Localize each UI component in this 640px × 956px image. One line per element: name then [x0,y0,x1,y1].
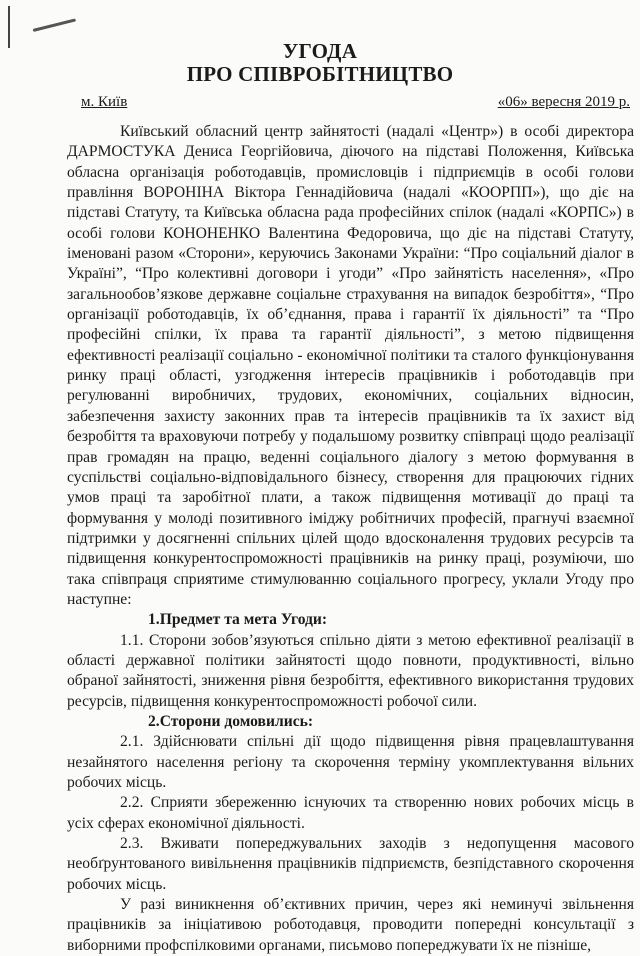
document-place: м. Київ [81,94,128,110]
clause-2-3-continuation: У разі виникнення об’єктивних причин, через які неминучі звільнення працівників за ініціативою роботодавця, проводити попередні консультації з виборними профспілковими органами, письмово попереджувати їх не пізніше, [67,896,634,954]
clause-2-3: 2.3. Вживати попереджувальних заходів з недопущення масового необґрунтованого вивільнення працівників підприємств, безпідставного скорочення робочих місць. [67,835,634,893]
section-2-heading: 2.Сторони домовились: [148,712,314,730]
document-date: «06» вересня 2019 р. [497,94,630,110]
clause-2-1: 2.1. Здійснювати спільні дії щодо підвищення рівня працевлаштування незайнятого населення регіону та скорочення терміну укомплектування вільних робочих місць. [67,733,634,791]
document-body [67,122,634,956]
document-title: УГОДА [282,39,358,63]
document-subtitle: ПРО СПІВРОБІТНИЦТВО [186,62,454,86]
margin-pen-mark-dash [33,18,76,32]
clause-1-1: 1.1. Сторони зобов’язуються спільно діяти з метою ефективної реалізації в області державної політики зайнятості щодо повноти, продуктивності, вільно обраної зайнятості, зниження рівня безробіття, ефективного використання трудових ресурсів, підвищення конкурентоспроможності робочої сили. [67,631,634,710]
clause-2-2: 2.2. Сприяти збереженню існуючих та створенню нових робочих місць в усіх сферах економічної діяльності. [67,794,634,832]
preamble-paragraph: Київський обласний центр зайнятості (надалі «Центр») в особі директора ДАРМОСТУКА Дениса Георгійовича, діючого на підставі Положення, Київська обласна організація роботодавців, промисловців і підприємців в особі голови правління ВОРОНІНА Віктора Геннадійовича (надалі «КООРПП»), що діє на підставі Статуту, та Київська обласна рада професійних спілок (надалі «КОРПС») в особі голови КОНОНЕНКО Валентина Федоровича, що діє на підставі Статуту, іменовані разом «Сторони», керуючись Законами України: “Про соціальний діалог в Україні”, “Про колективні договори і угоди” «Про зайнятість населення», «Про загальнообов’язкове державне соціальне страхування на випадок безробіття», “Про організації роботодавців, їх об’єднання, права і гарантії їх діяльності” та “Про професійні спілки, їх права та гарантії діяльності”, з метою підвищення ефективності реалізації соціально - економічної політики та сталого функціонування ринку праці області, узгодження інтересів працівників і роботодавців при регулюванні виробничих, трудових, економічних, соціальних відносин, забезпечення захисту законних прав та інтересів працівників та їх захист від безробіття та враховуючи потребу у подальшому розвитку співпраці щодо реалізації прав громадян на працю, веденні соціального діалогу з метою формування в суспільстві соціально-відповідального бізнесу, створення для працюючих гідних умов праці та заробітної плати, а також підвищення мотивації до праці та формування у молоді позитивного іміджу робітничих професій, прагнучі взаємної підтримки у досягненні спільних цілей щодо вдосконалення трудових ресурсів та підвищення конкурентоспроможності працівників на ринку праці, розуміючи, шо така співпраця сприятиме стимулюванню соціального прогресу, уклали Угоду про наступне: [67,123,634,608]
section-1-heading: 1.Предмет та мета Угоди: [148,611,328,629]
